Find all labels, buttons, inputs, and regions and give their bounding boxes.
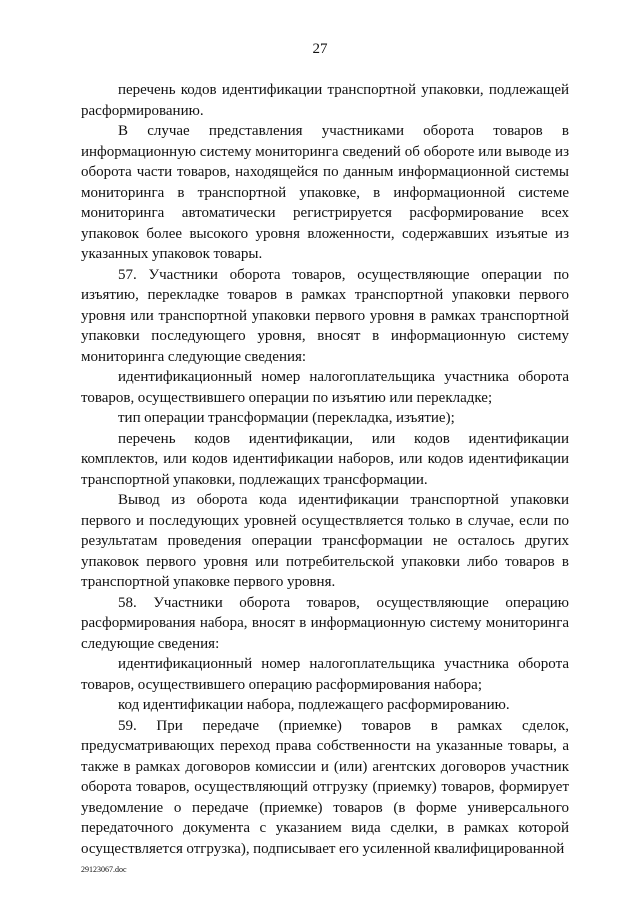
paragraph-8: 58. Участники оборота товаров, осуществляющие операцию расформирования набора, вносят в информационную систему мониторинга следующие сведения: [81,594,569,652]
document-body [81,80,569,859]
paragraph-2: В случае представления участниками оборота товаров в информационную систему мониторинга сведений об обороте или выводе из оборота части товаров, находящейся по данным информационной системы мониторинга в транспортной упаковке, в информационной системе мониторинга автоматически регистрируется расформирование всех упаковок более высокого уровня вложенности, содержавших изъятые из указанных упаковок товары. [81,123,569,262]
paragraph-6: перечень кодов идентификации, или кодов идентификации комплектов, или кодов идентификации наборов, или кодов идентификации транспортной упаковки, подлежащих трансформации. [81,430,569,488]
paragraph-11: 59. При передаче (приемке) товаров в рамках сделок, предусматривающих переход права собственности на указанные товары, а также в рамках договоров комиссии и (или) агентских договоров участник оборота товаров, осуществляющий отгрузку (приемку) товаров, формирует уведомление о передаче (приемке) товаров (в форме универсального передаточного документа с указанием вида сделки, в рамках которой осуществляется отгрузка), подписывает его усиленной квалифицированной [81,717,569,857]
paragraph-4: идентификационный номер налогоплательщика участника оборота товаров, осуществившего операции по изъятию или перекладке; [81,369,569,406]
paragraph-3: 57. Участники оборота товаров, осуществляющие операции по изъятию, перекладке товаров в рамках транспортной упаковки первого уровня или транспортной упаковки первого уровня в рамках транспортной упаковки последующего уровня, вносят в информационную систему мониторинга следующие сведения: [81,266,569,365]
paragraph-7: Вывод из оборота кода идентификации транспортной упаковки первого и последующих уровней осуществляется только в случае, если по результатам проведения операции трансформации не осталось других упаковок первого уровня или потребительской упаковки либо товаров в транспортной упаковке первого уровня. [81,492,569,590]
footer-file-code: 29123067.doc [81,865,127,874]
paragraph-9: идентификационный номер налогоплательщика участника оборота товаров, осуществившего операцию расформирования набора; [81,656,569,693]
paragraph-5: тип операции трансформации (перекладка, изъятие); [118,410,455,426]
paragraph-1: перечень кодов идентификации транспортной упаковки, подлежащей расформированию. [81,82,569,119]
paragraph-10: код идентификации набора, подлежащего расформированию. [118,697,510,713]
page-number: 27 [312,41,328,57]
